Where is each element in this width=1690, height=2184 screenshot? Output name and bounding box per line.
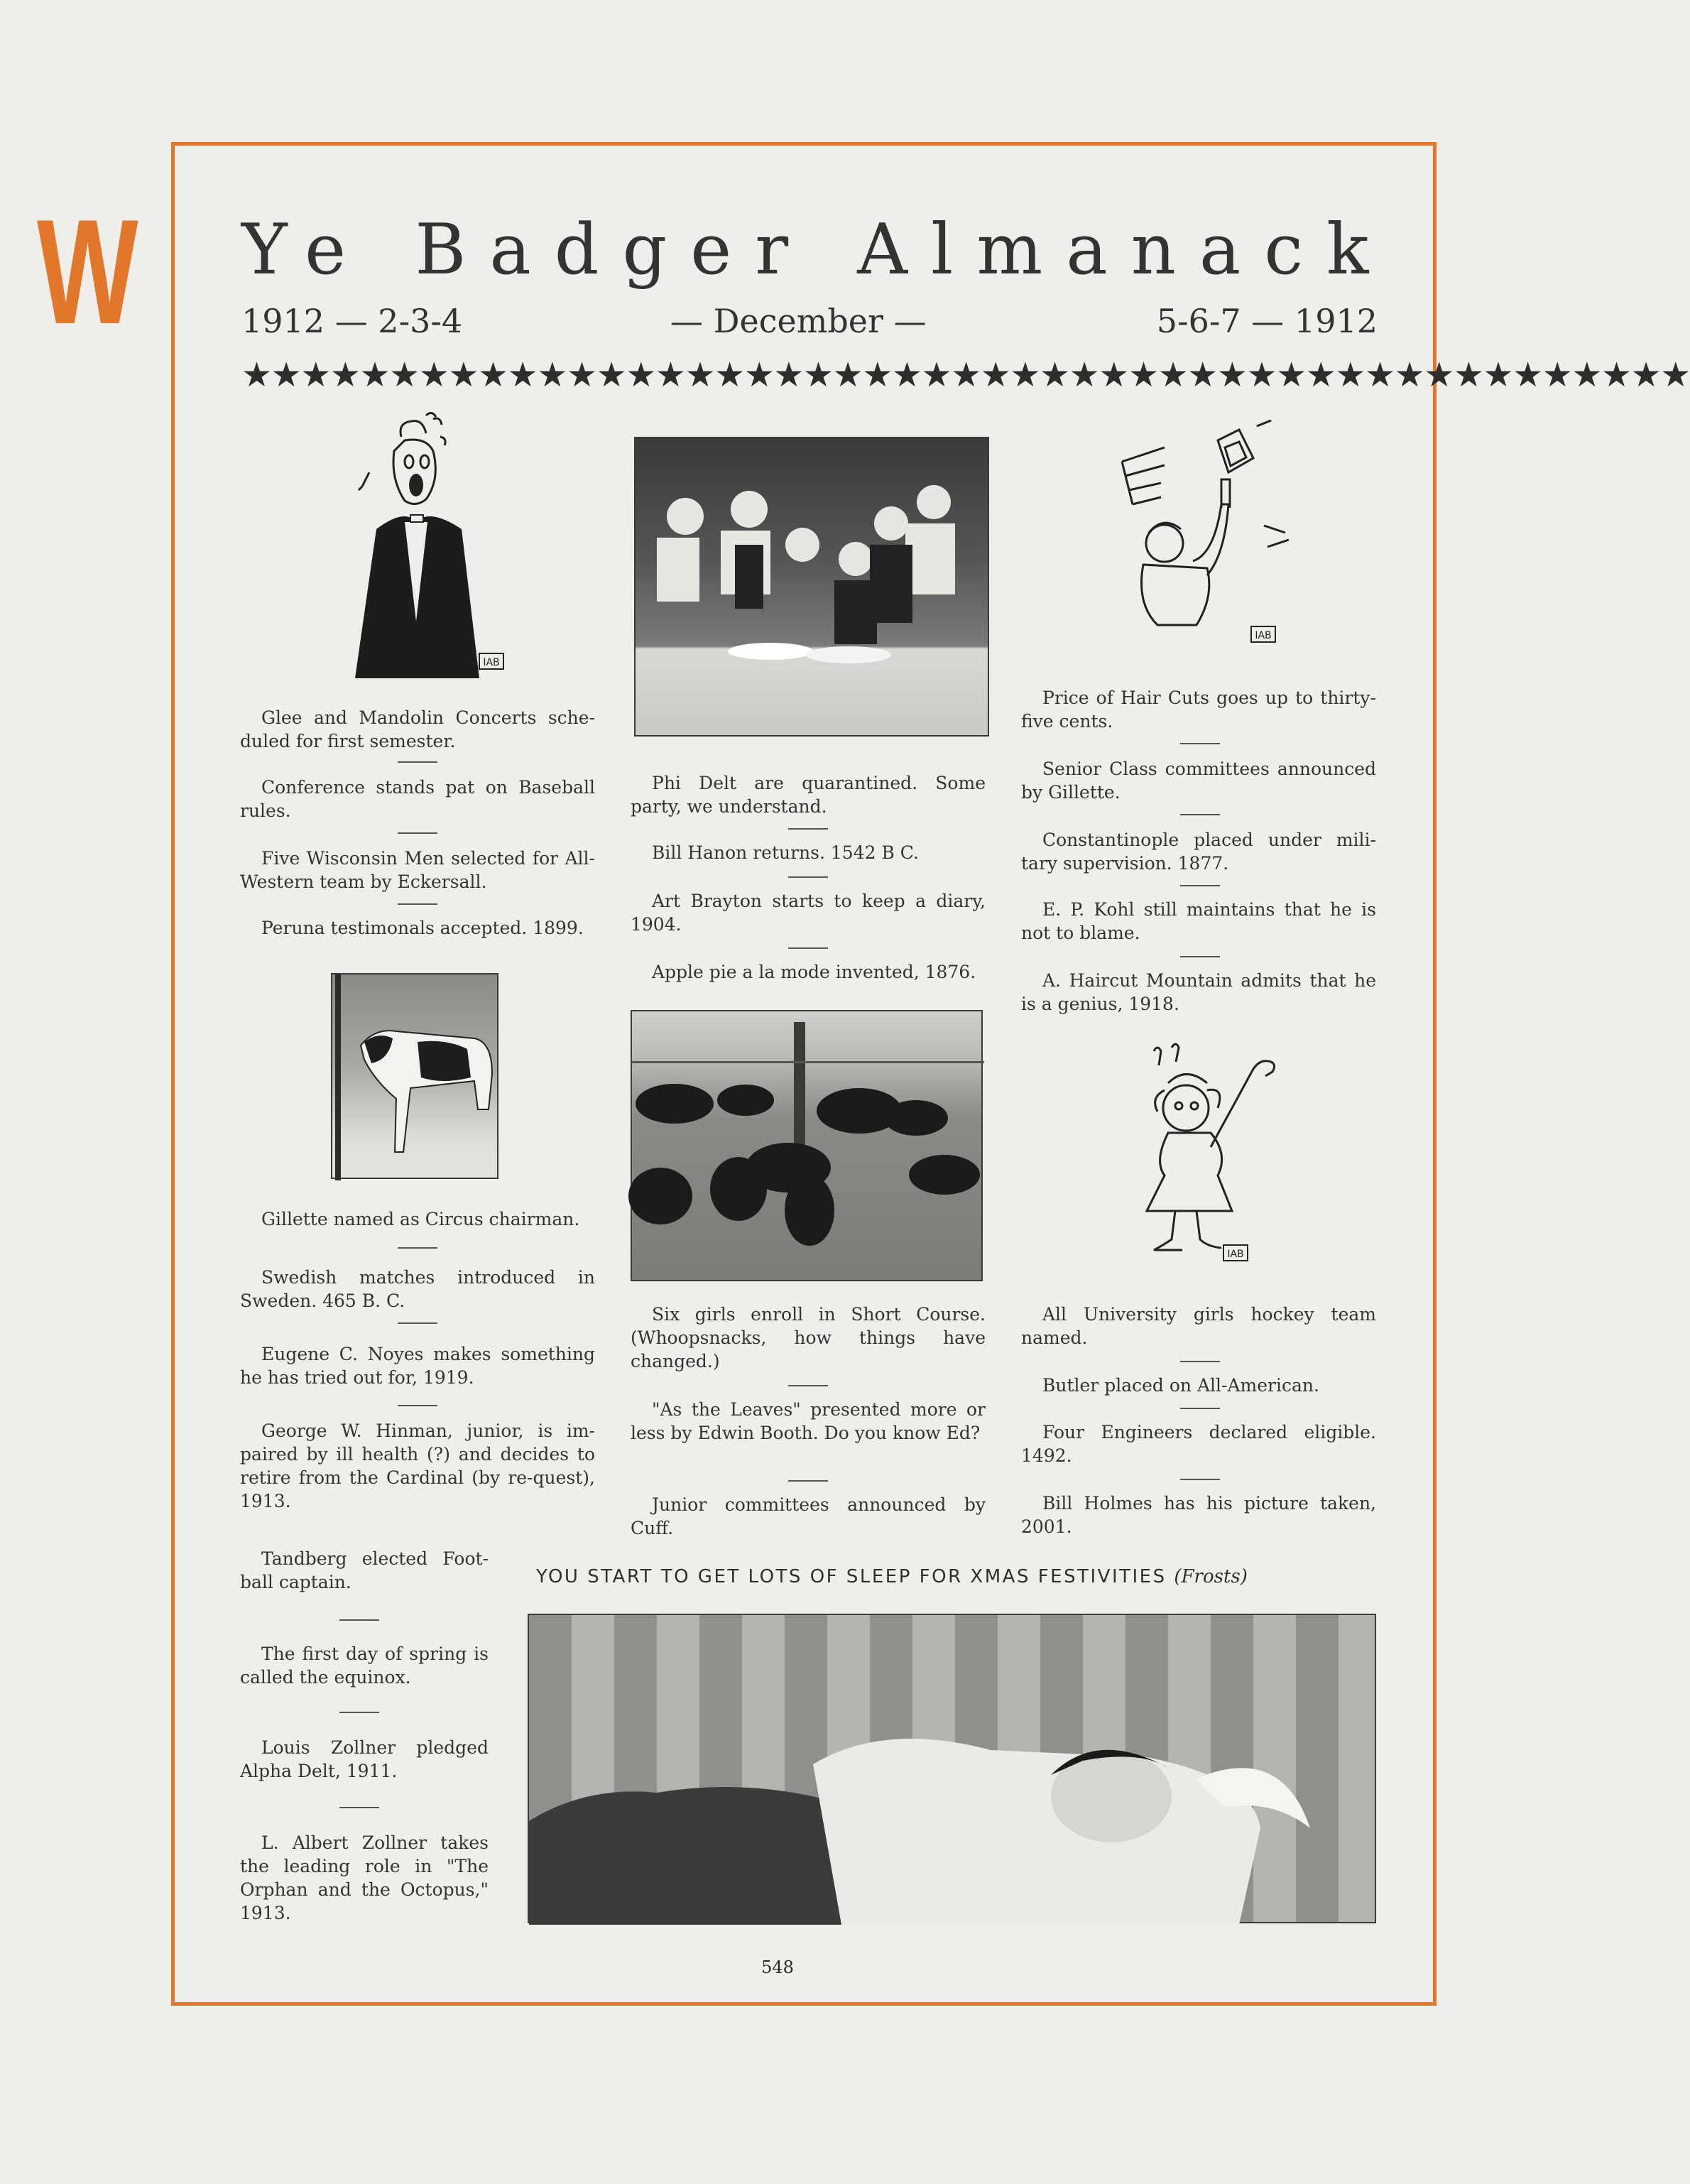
divider: [398, 1247, 437, 1249]
divider: [1180, 1479, 1220, 1480]
list-item: Senior Class committees announced by Gillette.: [1021, 759, 1376, 803]
divider: [1180, 885, 1220, 886]
divider: [788, 947, 828, 949]
list-item: Six girls enroll in Short Course. (Whoopsnacks, how things have changed.): [631, 1304, 986, 1371]
divider: [1180, 814, 1220, 815]
divider: [1180, 1408, 1220, 1409]
list-item: Four Engineers declared eligible. 1492.: [1021, 1422, 1376, 1466]
divider: [398, 903, 437, 905]
divider: [339, 1712, 379, 1713]
list-item: Five Wisconsin Men selected for All-Western team by Eckersall.: [240, 848, 595, 892]
list-item: L. Albert Zollner takes the leading role in "The Orphan and the Octopus," 1913.: [240, 1832, 489, 1923]
list-item: "As the Leaves" presented more or less by Edwin Booth. Do you know Ed?: [631, 1399, 986, 1443]
list-item: George W. Hinman, junior, is im-paired by ill health (?) and decides to retire from the Cardinal (by re-quest), 1913.: [240, 1420, 595, 1511]
caption-text: YOU START TO GET LOTS OF SLEEP FOR XMAS FESTIVITIES: [536, 1566, 1167, 1587]
divider: [788, 1480, 828, 1482]
list-item: Art Brayton starts to keep a diary, 1904.: [631, 891, 986, 935]
list-item: Louis Zollner pledged Alpha Delt, 1911.: [240, 1737, 489, 1781]
divider: [788, 1385, 828, 1386]
photo-party-table: [634, 437, 989, 737]
divider: [398, 1322, 437, 1324]
left-dates: 1912 — 2-3-4: [241, 302, 463, 340]
divider: [788, 876, 828, 878]
list-item: Constantinople placed under mili-tary supervision. 1877.: [1021, 830, 1376, 874]
photo-pigs: [631, 1010, 983, 1281]
list-item: Bill Hanon returns. 1542 B C.: [652, 842, 919, 863]
list-item: Tandberg elected Foot-ball captain.: [240, 1548, 489, 1592]
cartoon-tuxedo-man: [327, 408, 511, 692]
divider: [1180, 956, 1220, 957]
divider: [398, 761, 437, 763]
list-item: Eugene C. Noyes makes something he has tried out for, 1919.: [240, 1344, 595, 1388]
artist-mark: IAB: [483, 657, 500, 668]
list-item: Butler placed on All-American.: [1042, 1375, 1319, 1396]
page-number: 548: [761, 1957, 794, 1977]
star-rule: ★★★★★★★★★★★★★★★★★★★★★★★★★★★★★★★★★★★★★★★★★★★★★★★★★: [241, 355, 1690, 395]
cartoon-hockey-girl: [1125, 1041, 1296, 1282]
divider: [398, 1405, 437, 1406]
list-item: Swedish matches introduced in Sweden. 465 B. C.: [240, 1267, 595, 1311]
list-item: E. P. Kohl still maintains that he is not to blame.: [1021, 899, 1376, 943]
list-item: A. Haircut Mountain admits that he is a genius, 1918.: [1021, 970, 1376, 1014]
cartoon-barber-man: [1115, 419, 1292, 661]
divider: [398, 832, 437, 834]
artist-mark: IAB: [1255, 630, 1272, 641]
list-item: Glee and Mandolin Concerts sche-duled for first semester.: [240, 707, 595, 751]
divider: [1180, 1361, 1220, 1362]
list-item: All University girls hockey team named.: [1021, 1304, 1376, 1348]
list-item: Peruna testimonals accepted. 1899.: [261, 918, 584, 938]
side-letter-w: W: [37, 188, 138, 355]
list-item: Price of Hair Cuts goes up to thirty-five cents.: [1021, 688, 1376, 732]
artist-mark: IAB: [1227, 1249, 1244, 1260]
list-item: Apple pie a la mode invented, 1876.: [652, 962, 976, 982]
divider: [339, 1619, 379, 1621]
list-item: Conference stands pat on Baseball rules.: [240, 777, 595, 821]
almanack-title: Ye Badger Almanack: [241, 210, 1392, 290]
divider: [339, 1807, 379, 1808]
list-item: Gillette named as Circus chairman.: [261, 1209, 580, 1229]
divider: [788, 828, 828, 830]
caption-credit: (Frosts): [1174, 1566, 1248, 1587]
list-item: Phi Delt are quarantined. Some party, we understand.: [631, 773, 986, 817]
photo-sleeping-man: [528, 1614, 1376, 1923]
photo-cow: [331, 973, 498, 1179]
list-item: Bill Holmes has his picture taken, 2001.: [1021, 1493, 1376, 1537]
right-dates: 5-6-7 — 1912: [1156, 302, 1378, 340]
month-heading: — December —: [670, 302, 927, 340]
photo-caption: [536, 1563, 1360, 1591]
list-item: The first day of spring is called the equinox.: [240, 1644, 489, 1688]
divider: [1180, 743, 1220, 744]
list-item: Junior committees announced by Cuff.: [631, 1494, 986, 1538]
